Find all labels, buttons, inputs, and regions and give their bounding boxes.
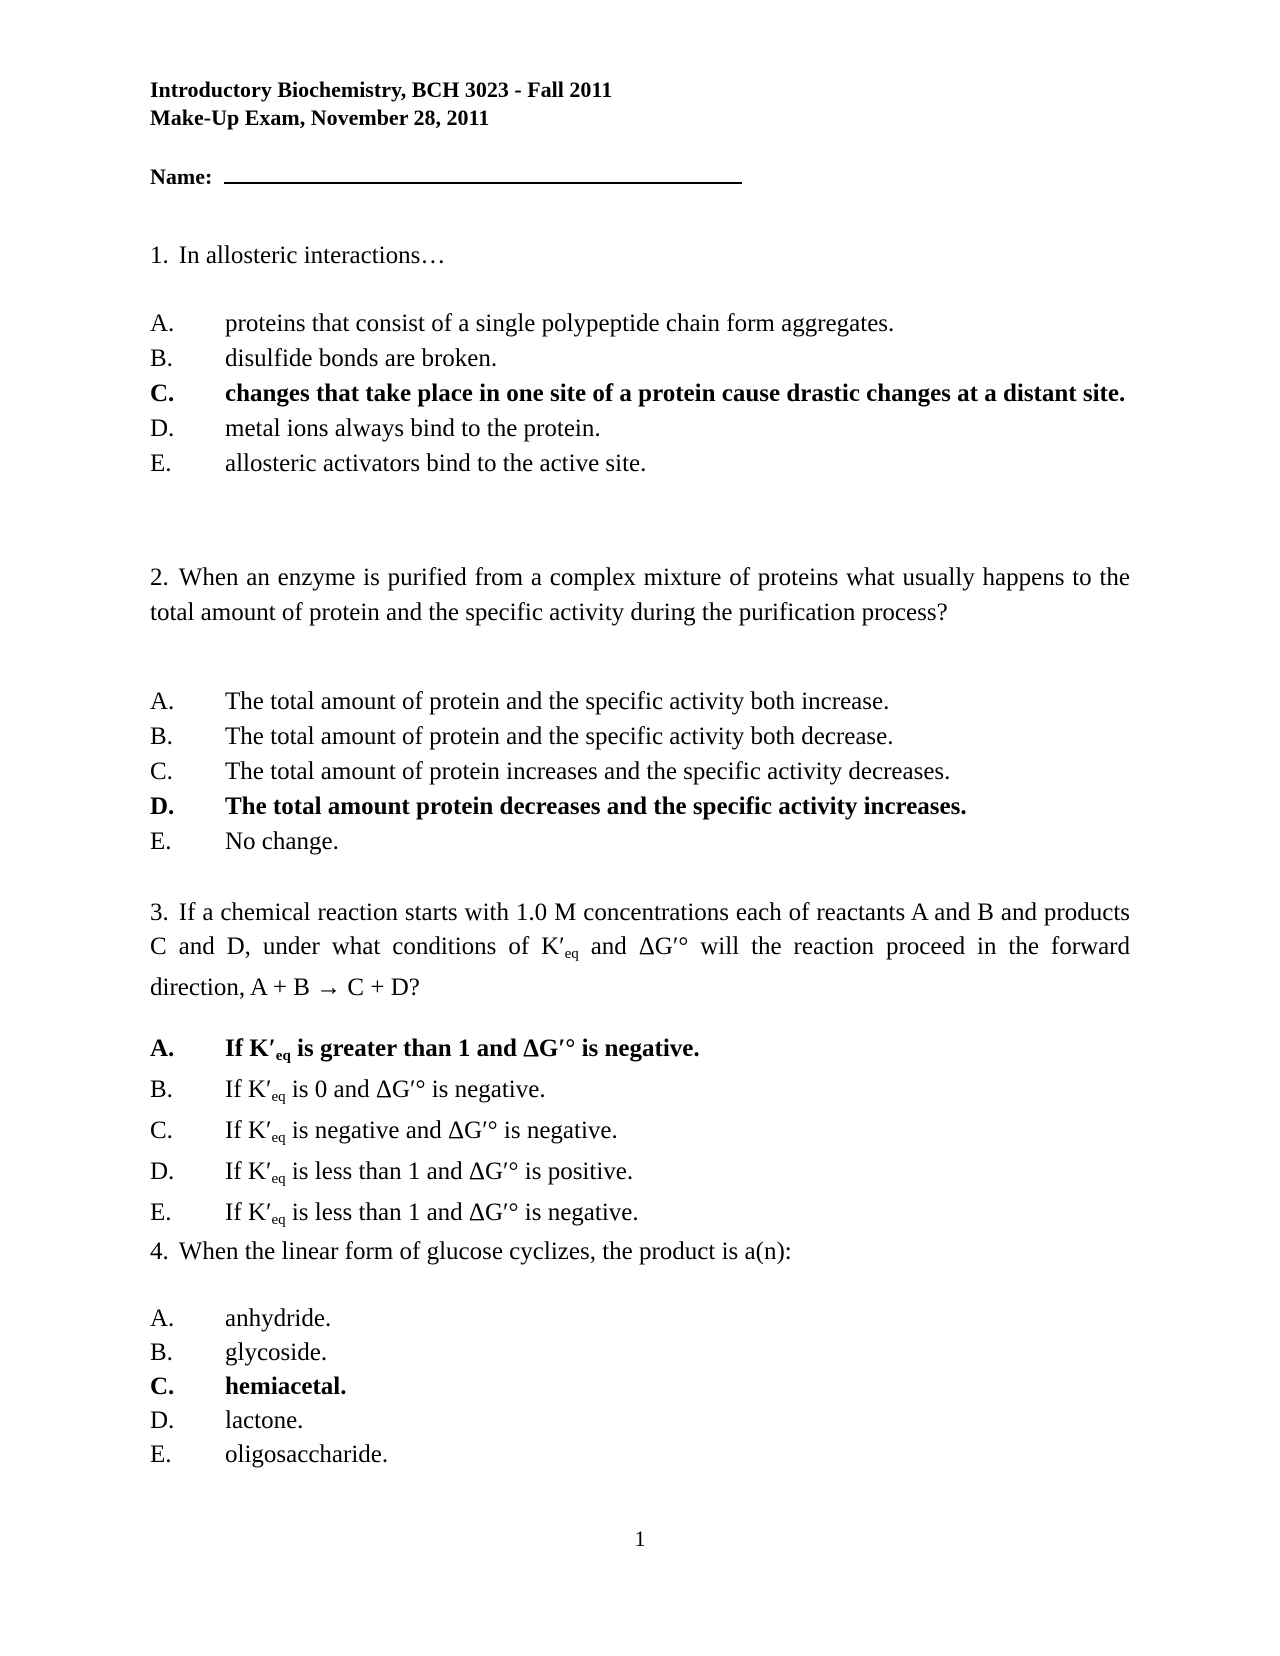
option-letter: D. — [150, 793, 175, 820]
option-text: No change. — [225, 828, 339, 855]
subscript-eq: eq — [275, 1048, 291, 1064]
option-a — [150, 684, 1130, 719]
subscript-eq: eq — [271, 1171, 286, 1187]
option-letter: D. — [150, 1158, 175, 1185]
option-d — [150, 411, 1130, 446]
name-blank-line — [224, 162, 742, 184]
question-number: 3. — [150, 899, 169, 926]
option-letter: B. — [150, 1076, 173, 1103]
option-text: oligosaccharide. — [225, 1441, 389, 1468]
option-text-pre: If K′ — [225, 1076, 272, 1103]
exam-page — [150, 0, 1130, 1656]
option-letter: E. — [150, 1441, 172, 1468]
option-letter: C. — [150, 1117, 173, 1144]
option-text-post: is less than 1 and ΔG′° is positive. — [285, 1158, 634, 1185]
option-text: changes that take place in one site of a protein cause drastic changes at a distant site. — [225, 380, 1126, 407]
name-row — [150, 162, 742, 191]
option-letter: A. — [150, 310, 175, 337]
option-e — [150, 446, 1130, 481]
subscript-eq: eq — [271, 1130, 286, 1146]
question-number: 2. — [150, 564, 169, 591]
option-text-post: is negative and ΔG′° is negative. — [285, 1117, 618, 1144]
question-number: 4. — [150, 1238, 169, 1265]
option-d — [150, 1155, 1130, 1196]
option-a-correct — [150, 1032, 1130, 1073]
option-text-pre: If K′ — [225, 1199, 272, 1226]
name-label: Name: — [150, 164, 213, 189]
option-letter: A. — [150, 1035, 175, 1062]
option-letter: B. — [150, 345, 173, 372]
option-e — [150, 824, 1130, 859]
question-1-stem — [150, 238, 1130, 273]
option-text: glycoside. — [225, 1339, 328, 1366]
page-number: 1 — [634, 1526, 646, 1551]
subscript-eq: eq — [271, 1212, 286, 1228]
option-e — [150, 1196, 1130, 1237]
option-text-post: is less than 1 and ΔG′° is negative. — [285, 1199, 639, 1226]
option-text: lactone. — [225, 1407, 304, 1434]
option-text: The total amount of protein and the specific activity both decrease. — [225, 723, 894, 750]
option-text-post: is greater than 1 and ΔG′° is negative. — [290, 1035, 700, 1062]
option-letter: E. — [150, 450, 172, 477]
subscript-eq: eq — [564, 946, 579, 962]
option-letter: B. — [150, 723, 173, 750]
option-text-post: is 0 and ΔG′° is negative. — [285, 1076, 546, 1103]
question-number: 1. — [150, 242, 169, 269]
option-text: anhydride. — [225, 1305, 332, 1332]
question-text-part1: If a chemical reaction starts with 1.0 M concentrations each of reactants A and B and products C and D, under what conditions of K′ — [150, 899, 1130, 960]
option-text: hemiacetal. — [225, 1373, 347, 1400]
exam-title: Make-Up Exam, November 28, 2011 — [150, 105, 490, 130]
option-c-correct — [150, 376, 1130, 411]
option-text: The total amount of protein and the specific activity both increase. — [225, 688, 890, 715]
option-b — [150, 719, 1130, 754]
subscript-eq: eq — [271, 1089, 286, 1105]
option-letter: C. — [150, 758, 173, 785]
option-b — [150, 1073, 1130, 1114]
option-text-pre: If K′ — [225, 1117, 272, 1144]
option-c — [150, 1114, 1130, 1155]
course-title: Introductory Biochemistry, BCH 3023 - Fall 2011 — [150, 77, 613, 102]
option-c-correct — [150, 1370, 1130, 1404]
option-text: metal ions always bind to the protein. — [225, 415, 601, 442]
option-letter: D. — [150, 1407, 175, 1434]
question-2-stem — [150, 560, 1130, 630]
option-text: The total amount protein decreases and the specific activity increases. — [225, 793, 967, 820]
question-text: When an enzyme is purified from a complex mixture of proteins what usually happens to the total amount of protein and the specific activity during the purification process? — [150, 564, 1130, 626]
option-text-pre: If K′ — [225, 1035, 276, 1062]
question-3-stem — [150, 896, 1130, 1005]
option-letter: E. — [150, 828, 172, 855]
option-d-correct — [150, 789, 1130, 824]
question-text: In allosteric interactions… — [178, 242, 446, 269]
option-text: allosteric activators bind to the active site. — [225, 450, 647, 477]
option-letter: A. — [150, 1305, 175, 1332]
option-b — [150, 1336, 1130, 1370]
option-a — [150, 306, 1130, 341]
option-text: The total amount of protein increases and the specific activity decreases. — [225, 758, 951, 785]
option-letter: A. — [150, 688, 175, 715]
option-letter: C. — [150, 380, 175, 407]
option-e — [150, 1438, 1130, 1472]
option-letter: C. — [150, 1373, 175, 1400]
option-text-pre: If K′ — [225, 1158, 272, 1185]
option-d — [150, 1404, 1130, 1438]
option-text: disulfide bonds are broken. — [225, 345, 498, 372]
question-2-options — [150, 684, 1130, 859]
option-a — [150, 1302, 1130, 1336]
question-text: When the linear form of glucose cyclizes, the product is a(n): — [178, 1238, 792, 1265]
question-4-options — [150, 1302, 1130, 1472]
option-letter: D. — [150, 415, 175, 442]
option-text: proteins that consist of a single polypeptide chain form aggregates. — [225, 310, 895, 337]
question-text-part2: and ΔG′° will the reaction proceed in the forward direction, A + B → C + D? — [150, 933, 1130, 1001]
option-c — [150, 754, 1130, 789]
question-1-options — [150, 306, 1130, 481]
option-letter: B. — [150, 1339, 173, 1366]
option-letter: E. — [150, 1199, 172, 1226]
question-3-options — [150, 1032, 1130, 1237]
option-b — [150, 341, 1130, 376]
question-4-stem — [150, 1234, 1130, 1269]
